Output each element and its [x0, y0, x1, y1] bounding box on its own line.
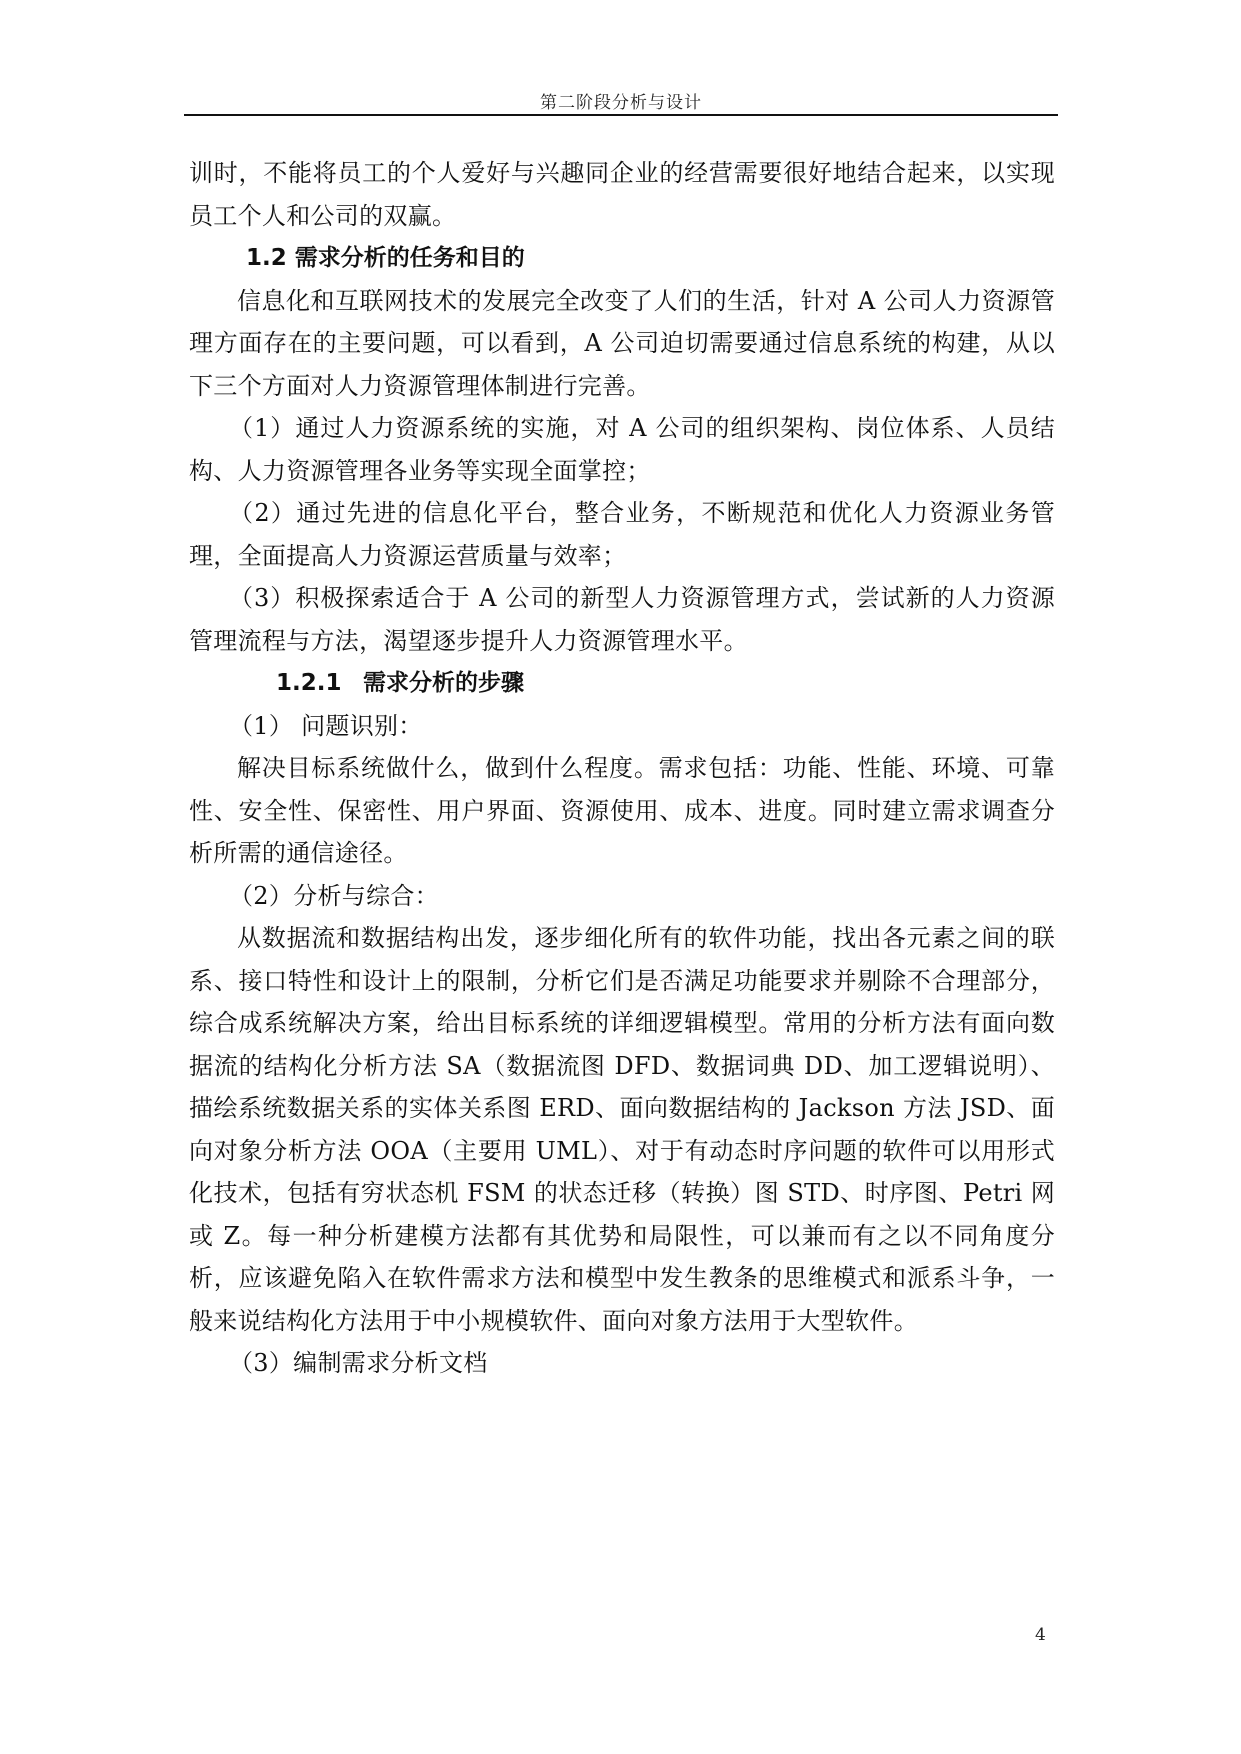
step-1-label: （1） 问题识别：	[229, 711, 423, 740]
step-1-text: 解决目标系统做什么，做到什么程度。需求包括：功能、性能、环境、可靠性、安全性、保密性、用户界面、资源使用、成本、进度。同时建立需求调查分析所需的通信途径。	[189, 754, 1055, 867]
step-2-text: 从数据流和数据结构出发，逐步细化所有的软件功能，找出各元素之间的联系、接口特性和设计上的限制，分析它们是否满足功能要求并剔除不合理部分，综合成系统解决方案，给出目标系统的详细逻辑模型。常用的分析方法有面向数据流的结构化分析方法 SA（数据流图 DFD、数据词典 DD、加工逻辑说明）、描绘系统数据关系的实体关系图 ERD、面向数据结构的 Jackson 方法 JSD、面向对象分析方法 OOA（主要用 UML）、对于有动态时序问题的软件可以用形式化技术，包括有穷状态机 FSM 的状态迁移（转换）图 STD、时序图、Petri 网或 Z。每一种分析建模方法都有其优势和局限性，可以兼而有之以不同角度分析，应该避免陷入在软件需求方法和模型中发生教条的思维模式和派系斗争，一般来说结构化方法用于中小规模软件、面向对象方法用于大型软件。	[189, 924, 1055, 1335]
running-header: 第二阶段分析与设计	[540, 93, 702, 113]
section-title: 需求分析的步骤	[363, 670, 524, 696]
step-3-label: （3）编制需求分析文档	[229, 1349, 488, 1377]
paragraph-goal-1: （1）通过人力资源系统的实施，对 A 公司的组织架构、岗位体系、人员结构、人力资源管理各业务等实现全面掌控；	[189, 414, 1055, 485]
section-heading-1-2-1	[189, 662, 1055, 705]
header-divider	[184, 114, 1058, 116]
section-heading-1-2: 1.2 需求分析的任务和目的	[246, 245, 525, 271]
paragraph-goal-3: （3）积极探索适合于 A 公司的新型人力资源管理方式，尝试新的人力资源管理流程与方法，渴望逐步提升人力资源管理水平。	[189, 584, 1055, 655]
section-number: 1.2.1	[276, 670, 342, 696]
paragraph-intro-continued: 训时，不能将员工的个人爱好与兴趣同企业的经营需要很好地结合起来，以实现员工个人和公司的双赢。	[189, 159, 1055, 230]
paragraph-goal-2: （2）通过先进的信息化平台，整合业务，不断规范和优化人力资源业务管理，全面提高人力资源运营质量与效率；	[189, 499, 1055, 570]
document-body	[189, 152, 1055, 1385]
paragraph-background: 信息化和互联网技术的发展完全改变了人们的生活，针对 A 公司人力资源管理方面存在的主要问题，可以看到，A 公司迫切需要通过信息系统的构建，从以下三个方面对人力资源管理体制进行完善。	[189, 286, 1055, 400]
step-2-label: （2）分析与综合：	[229, 881, 439, 910]
page-number: 4	[1035, 1625, 1046, 1645]
